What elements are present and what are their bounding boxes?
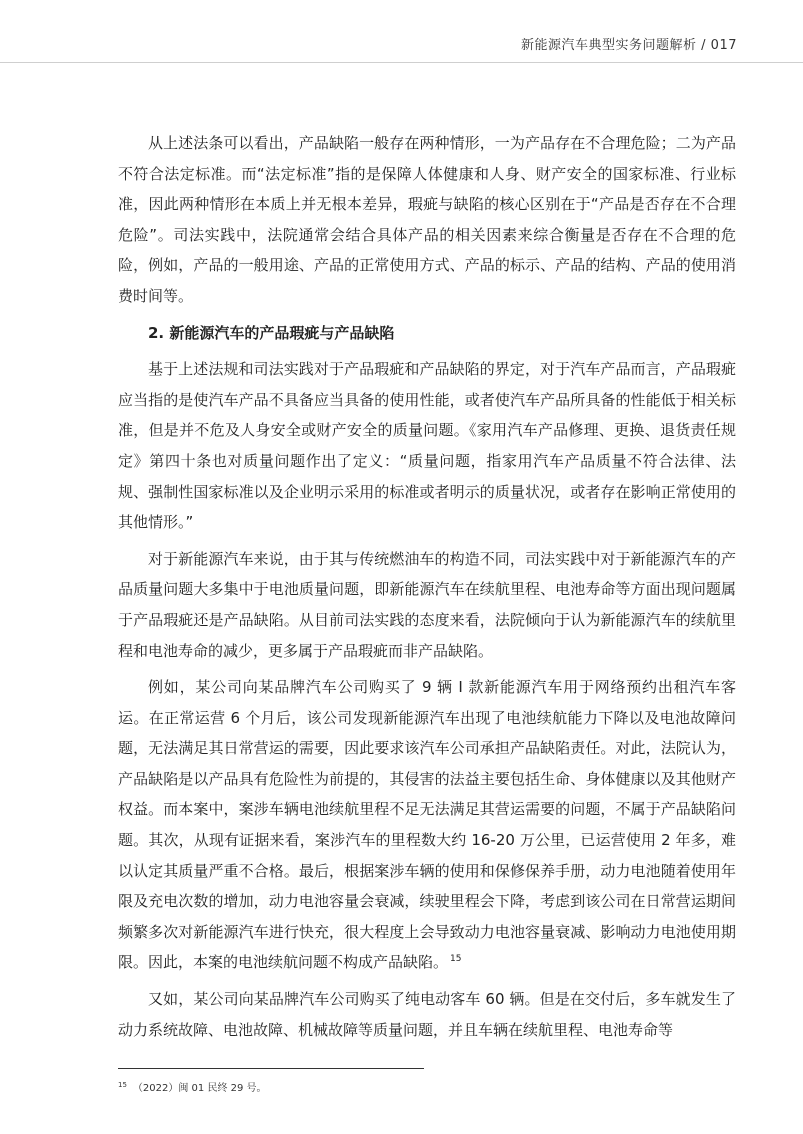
paragraph: 基于上述法规和司法实践对于产品瑕疵和产品缺陷的界定，对于汽车产品而言，产品瑕疵应当指的是使汽车产品不具备应当具备的使用性能，或者使汽车产品所具备的性能低于相关标准，但是并不危及人身安全或财产安全的质量问题。《家用汽车产品修理、更换、退货责任规定》第四十条也对质量问题作出了定义：“质量问题，指家用汽车产品质量不符合法律、法规、强制性国家标准以及企业明示采用的标准或者明示的质量状况，或者存在影响正常使用的其他情形。”: [118, 360, 736, 532]
paragraph-text: 例如，某公司向某品牌汽车公司购买了 9 辆 I 款新能源汽车用于网络预约出租汽车客运。在正常运营 6 个月后，该公司发现新能源汽车出现了电池续航能力下降以及电池故障问题，无法满足其日常营运的需要，因此要求该汽车公司承担产品缺陷责任。对此，法院认为，产品缺陷是以产品具有危险性为前提的，其侵害的法益主要包括生命、身体健康以及其他财产权益。而本案中，案涉车辆电池续航里程不足无法满足其营运需要的问题，不属于产品缺陷问题。其次，从现有证据来看，案涉汽车的里程数大约 16-20 万公里，已运营使用 2 年多，难以认定其质量严重不合格。最后，根据案涉车辆的使用和保修保养手册，动力电池随着使用年限及充电次数的增加，动力电池容量会衰减，续驶里程会下降，考虑到该公司在日常营运期间频繁多次对新能源汽车进行快充，很大程度上会导致动力电池容量衰减、影响动力电池使用期限。因此，本案的电池续航问题不构成产品缺陷。: [118, 678, 736, 972]
paragraph: 对于新能源汽车来说，由于其与传统燃油车的构造不同，司法实践中对于新能源汽车的产品质量问题大多集中于电池质量问题，即新能源汽车在续航里程、电池寿命等方面出现问题属于产品瑕疵还是产品缺陷。从目前司法实践的态度来看，法院倾向于认为新能源汽车的续航里程和电池寿命的减少，更多属于产品瑕疵而非产品缺陷。: [118, 549, 736, 660]
footnote: [118, 1079, 267, 1094]
footnote-number: 15: [118, 1080, 127, 1089]
page-body: [118, 128, 736, 1051]
running-header: 新能源汽车典型实务问题解析 / 017: [521, 38, 737, 53]
footnote-text: （2022）闽 01 民终 29 号。: [132, 1083, 267, 1094]
paragraph: 又如，某公司向某品牌汽车公司购买了纯电动客车 60 辆。但是在交付后，多车就发生了动力系统故障、电池故障、机械故障等质量问题，并且车辆在续航里程、电池寿命等: [118, 990, 736, 1039]
header-divider: [0, 62, 803, 63]
section-heading: 2. 新能源汽车的产品瑕疵与产品缺陷: [148, 323, 395, 342]
footnote-divider: [118, 1068, 424, 1069]
paragraph: [118, 672, 736, 978]
paragraph: 从上述法条可以看出，产品缺陷一般存在两种情形，一为产品存在不合理危险；二为产品不符合法定标准。而“法定标准”指的是保障人体健康和人身、财产安全的国家标准、行业标准，因此两种情形在本质上并无根本差异，瑕疵与缺陷的核心区别在于“产品是否存在不合理危险”。司法实践中，法院通常会结合具体产品的相关因素来综合衡量是否存在不合理的危险，例如，产品的一般用途、产品的正常使用方式、产品的标示、产品的结构、产品的使用消费时间等。: [118, 134, 736, 305]
footnote-reference[interactable]: 15: [450, 954, 462, 965]
